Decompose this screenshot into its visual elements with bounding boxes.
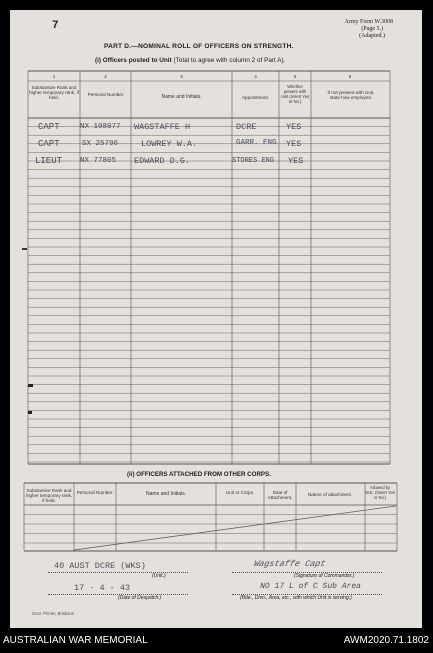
unit-line — [48, 572, 188, 573]
header-allowed: Allowed by W.E. (Insert Yes or No.) — [365, 485, 395, 500]
unit-label: (Unit.) — [152, 573, 166, 579]
cell-number: NX 108977 — [80, 123, 121, 131]
header-rank: Substantive Rank and higher temporary rank, if held. — [25, 488, 73, 503]
footer-institution: AUSTRALIAN WAR MEMORIAL — [3, 635, 148, 646]
header-number: Personal Number. — [76, 490, 114, 495]
section1-title-bold: (i) Officers posted to Unit — [95, 57, 172, 64]
cell-rank: LIEUT — [35, 156, 63, 166]
cell-present: YES — [286, 139, 302, 149]
date-value: 17 - 4 - 43 — [74, 583, 131, 593]
punch-mark — [28, 411, 32, 414]
cell-rank: CAPT — [38, 122, 60, 132]
cell-appointment: STORES ENG — [232, 157, 275, 165]
cell-present: YES — [288, 156, 304, 166]
col-number: 6 — [348, 74, 352, 79]
handwritten-mark: 7 — [52, 20, 59, 32]
header-unit: Unit or Corps. — [225, 490, 255, 495]
header-name: Name and Initials. — [161, 94, 202, 100]
commander-signature: Wagstaffe Capt — [252, 559, 327, 569]
strike-through-line — [74, 506, 396, 550]
col-number: 3 — [180, 74, 183, 79]
cell-number: SX 25796 — [82, 140, 119, 148]
header-employed: If not present with Unit, state how employed. — [327, 90, 375, 100]
cell-name: WAGSTAFFE H — [134, 122, 191, 132]
archive-footer — [0, 630, 433, 653]
date-label: (Date of Despatch.) — [118, 595, 162, 601]
header-present: Whether present with Unit (Insert Yes or No.) — [280, 84, 310, 104]
header-name: Name and Initials. — [145, 491, 187, 497]
header-nature: Nature of attachment. — [307, 492, 353, 497]
cell-name: EDWARD D.G. — [134, 156, 191, 166]
part-title: PART D.—NOMINAL ROLL OF OFFICERS ON STRENGTH. — [104, 43, 294, 50]
cell-rank: CAPT — [38, 139, 60, 149]
section2-title: (ii) OFFICERS ATTACHED FROM OTHER CORPS. — [127, 471, 271, 478]
cell-present: YES — [286, 122, 302, 132]
area-value: NO 17 L of C Sub Area — [259, 582, 362, 591]
form-number: Army Form W.3008 — [344, 19, 393, 25]
header-rank: Substantive Rank and higher temporary rank, if held. — [29, 85, 79, 100]
cell-appointment: DCRE — [236, 122, 257, 132]
header-appointment: Appointment. — [241, 95, 270, 100]
col-number: 2 — [104, 74, 107, 79]
unit-value: 40 AUST DCRE (WKS) — [54, 561, 146, 571]
header-date-attachment: Date of Attachment. — [267, 490, 293, 500]
section1-title-rest: (Total to agree with column 2 of Part A). — [173, 57, 286, 64]
printer-imprint: Govt. Printer, Brisbane. — [32, 611, 76, 616]
footer-accession: AWM2020.71.1802 — [343, 635, 429, 646]
form-page: (Page 5.) — [361, 26, 383, 32]
cell-name: LOWREY W.A. — [141, 139, 198, 149]
cell-number: NX 77805 — [80, 157, 117, 165]
col-number: 1 — [52, 74, 56, 79]
cell-appointment: GARR. ENG — [236, 139, 277, 147]
area-label: (Bde., Divn., Area, etc., with which Unit is serving.) — [240, 595, 352, 601]
col-number: 5 — [293, 74, 297, 79]
punch-mark — [22, 248, 27, 250]
punch-mark — [28, 384, 33, 387]
commander-label: (Signature of Commander.) — [294, 573, 355, 579]
header-number: Personal Number. — [87, 92, 125, 97]
upper-table-grid — [10, 10, 422, 628]
form-adapted: (Adapted.) — [359, 33, 385, 39]
col-number: 4 — [254, 74, 257, 79]
document-page — [10, 10, 422, 628]
